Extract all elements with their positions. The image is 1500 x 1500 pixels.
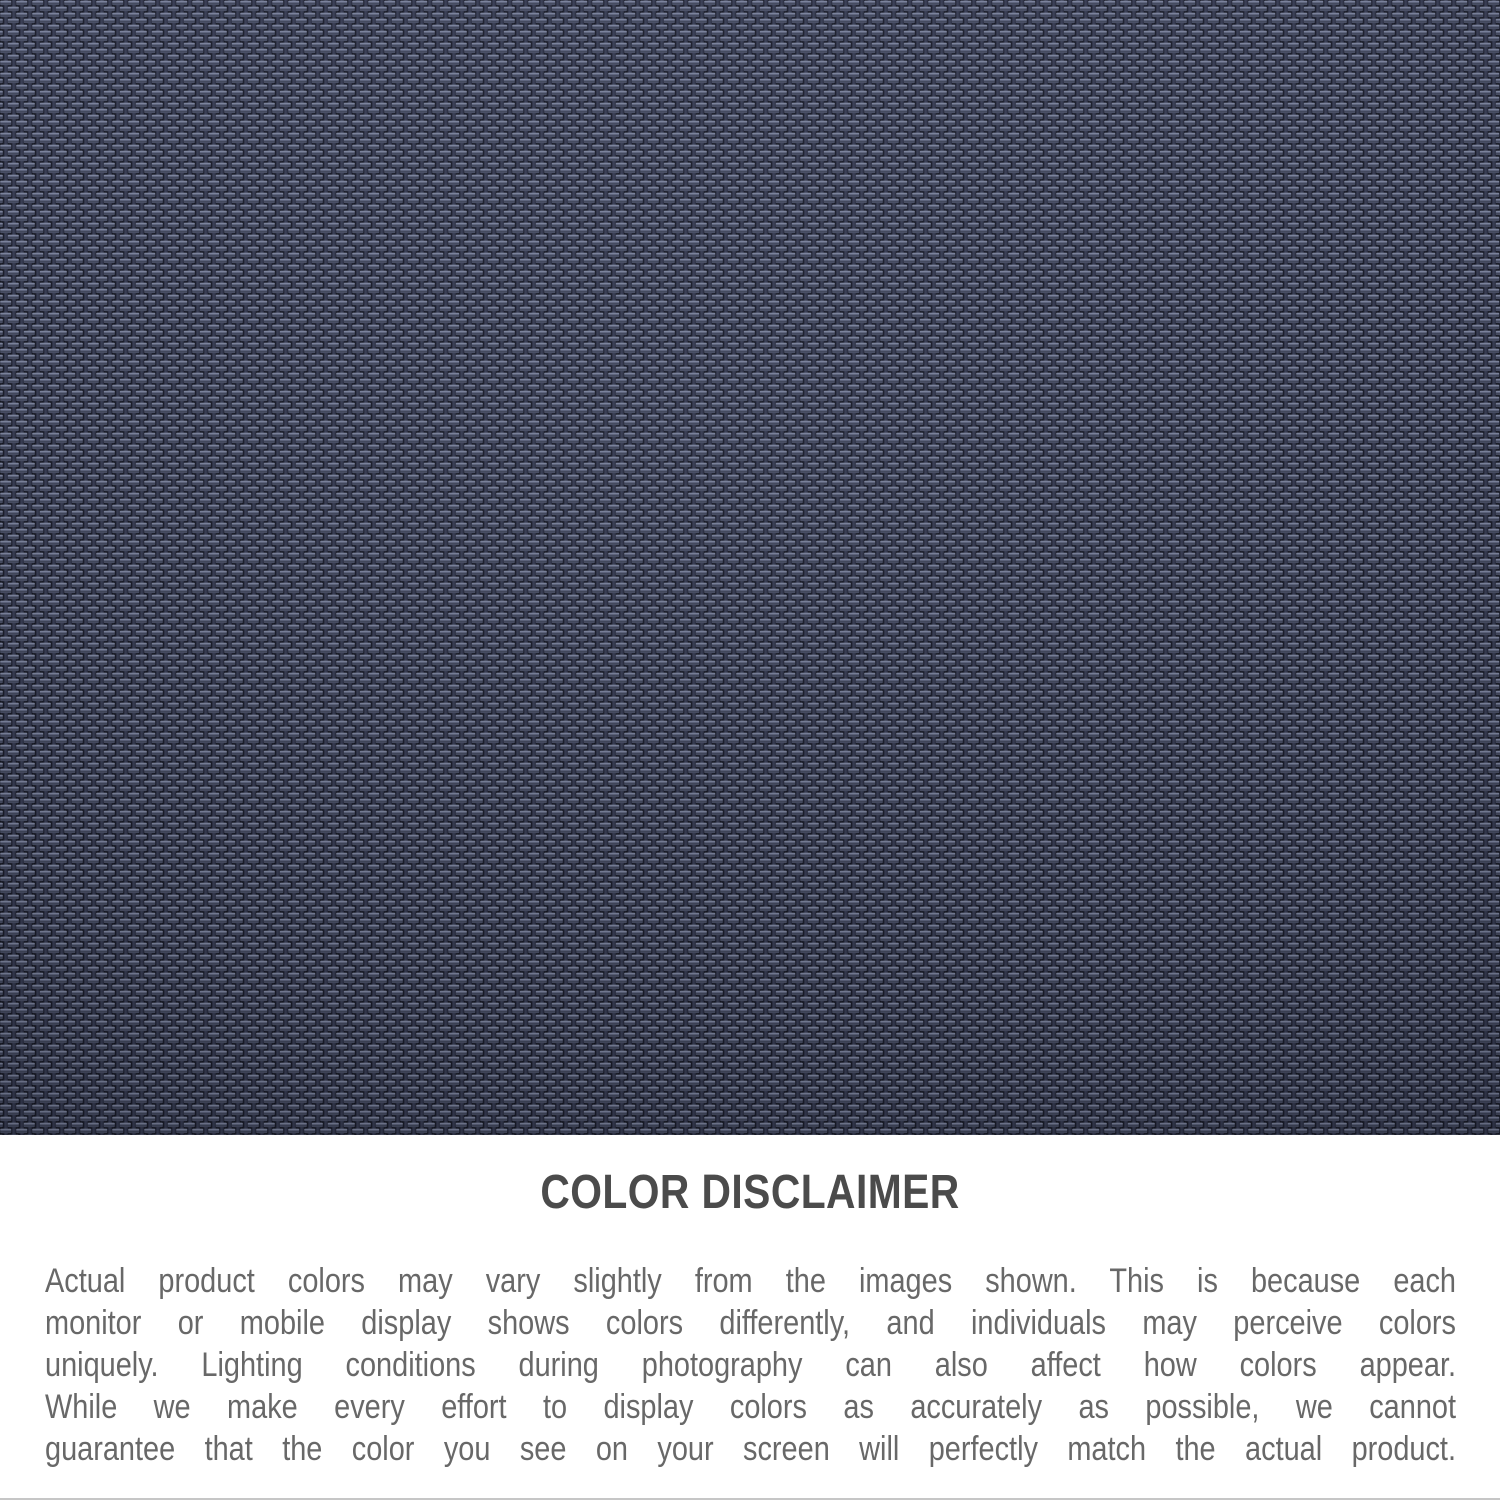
disclaimer-line: monitor or mobile display shows colors differently, and individuals may perceive colors: [45, 1304, 1456, 1343]
disclaimer-line: uniquely. Lighting conditions during photography can also affect how colors appear.: [45, 1346, 1456, 1385]
disclaimer-body: [45, 1260, 1456, 1470]
disclaimer-line: While we make every effort to display colors as accurately as possible, we cannot: [45, 1388, 1456, 1427]
disclaimer-line: Actual product colors may vary slightly from the images shown. This is because each: [45, 1262, 1456, 1301]
color-disclaimer-section: [0, 1135, 1500, 1498]
disclaimer-line: guarantee that the color you see on your screen will perfectly match the actual product.: [45, 1430, 1456, 1469]
disclaimer-title: COLOR DISCLAIMER: [540, 1166, 960, 1219]
